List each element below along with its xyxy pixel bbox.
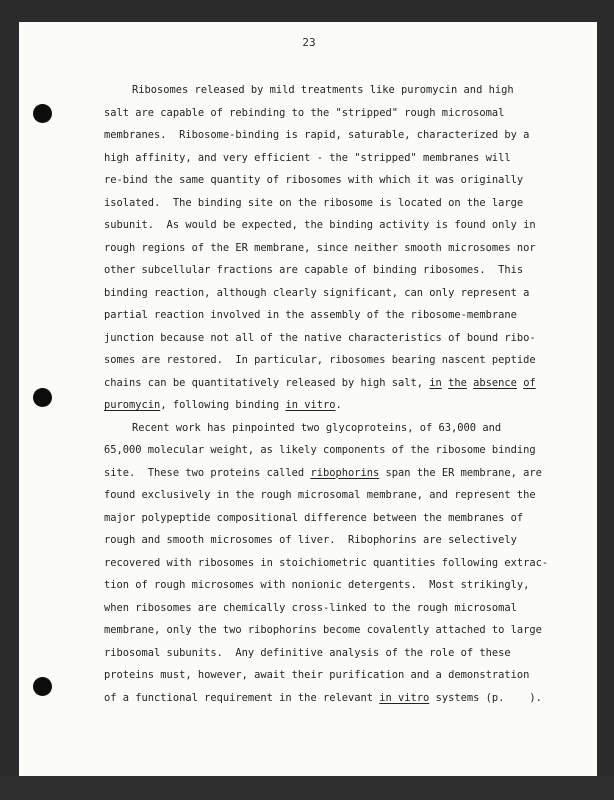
text-segment: site. These two proteins called	[104, 466, 311, 479]
text-line	[104, 574, 530, 597]
punch-hole-top	[33, 104, 52, 123]
underlined-text: the	[448, 376, 467, 389]
text-line	[104, 327, 536, 350]
text-segment: span the ER membrane, are	[379, 466, 542, 479]
text-line	[104, 507, 524, 530]
text-line	[104, 124, 530, 147]
text-segment: Ribosomes released by mild treatments like puromycin and high	[132, 84, 514, 96]
text-line	[104, 304, 517, 327]
text-line	[104, 484, 536, 507]
text-segment: somes are restored. In particular, ribosomes bearing nascent peptide	[104, 354, 536, 366]
text-segment: 65,000 molecular weight, as likely components of the ribosome binding	[104, 444, 536, 456]
text-segment: partial reaction involved in the assembly of the ribosome-membrane	[104, 309, 517, 321]
text-segment: proteins must, however, await their purification and a demonstration	[104, 669, 530, 681]
paragraph	[104, 79, 536, 417]
underlined-text: in vitro	[379, 691, 430, 704]
text-line	[104, 642, 511, 665]
paragraph	[104, 417, 549, 710]
text-segment: major polypeptide compositional difference between the membranes of	[104, 511, 524, 524]
underlined-text: absence	[473, 376, 517, 389]
text-line	[104, 462, 542, 485]
page-number: 23	[302, 36, 316, 49]
text-line	[104, 664, 530, 687]
text-line	[104, 214, 536, 237]
text-segment: salt are capable of rebinding to the "stripped" rough microsomal	[104, 106, 505, 119]
text-line	[104, 597, 517, 620]
text-segment: systems (p. ).	[429, 691, 542, 704]
text-segment: Recent work has pinpointed two glycoproteins, of 63,000 and	[132, 421, 502, 434]
document-body	[104, 79, 549, 709]
text-segment: found exclusively in the rough microsomal membrane, and represent the	[104, 489, 536, 501]
text-line	[104, 439, 536, 462]
text-line	[104, 147, 511, 170]
underlined-text: ribophorins	[310, 466, 380, 479]
text-line	[104, 349, 536, 372]
underlined-text: in vitro	[285, 399, 336, 411]
text-segment: , following binding	[160, 399, 286, 411]
text-line	[104, 282, 530, 305]
text-line	[104, 192, 524, 215]
text-line	[104, 529, 517, 552]
text-segment: chains can be quantitatively released by high salt,	[104, 376, 430, 389]
text-line	[104, 372, 536, 395]
text-segment: other subcellular fractions are capable of binding ribosomes. This	[104, 264, 524, 276]
text-segment: of a functional requirement in the relevant	[104, 691, 380, 704]
text-segment: re-bind the same quantity of ribosomes with which it was originally	[104, 174, 524, 186]
punch-hole-middle	[33, 388, 52, 407]
text-segment: binding reaction, although clearly significant, can only represent a	[104, 286, 530, 299]
punch-hole-bottom	[33, 677, 52, 696]
text-line	[104, 102, 505, 125]
text-segment: recovered with ribosomes in stoichiometric quantities following extrac-	[104, 556, 549, 569]
text-segment: junction because not all of the native characteristics of bound ribo-	[104, 331, 536, 344]
text-segment: high affinity, and very efficient - the "stripped" membranes will	[104, 151, 511, 164]
text-line	[104, 394, 499, 417]
scanner-edge	[0, 776, 614, 800]
text-line	[104, 619, 542, 642]
text-segment: rough regions of the ER membrane, since neither smooth microsomes nor	[104, 241, 536, 254]
text-line	[104, 552, 549, 575]
text-segment: rough and smooth microsomes of liver. Ribophorins are selectively	[104, 534, 517, 546]
text-line	[104, 687, 542, 710]
text-line	[104, 259, 524, 282]
text-segment: isolated. The binding site on the ribosome is located on the large	[104, 196, 524, 209]
text-line	[104, 237, 536, 260]
underlined-text: of	[523, 376, 536, 389]
underlined-text: in	[429, 376, 442, 389]
text-segment: subunit. As would be expected, the binding activity is found only in	[104, 219, 536, 231]
text-line	[104, 417, 502, 440]
text-segment: membrane, only the two ribophorins become covalently attached to large	[104, 624, 542, 636]
text-line	[104, 169, 524, 192]
text-segment: membranes. Ribosome-binding is rapid, saturable, characterized by a	[104, 129, 530, 141]
text-segment: ribosomal subunits. Any definitive analysis of the role of these	[104, 646, 511, 659]
text-segment: tion of rough microsomes with nonionic detergents. Most strikingly,	[104, 579, 530, 591]
text-line	[104, 79, 514, 102]
text-segment: .	[335, 399, 342, 411]
text-segment: when ribosomes are chemically cross-linked to the rough microsomal	[104, 601, 517, 614]
underlined-text: puromycin	[104, 399, 161, 411]
